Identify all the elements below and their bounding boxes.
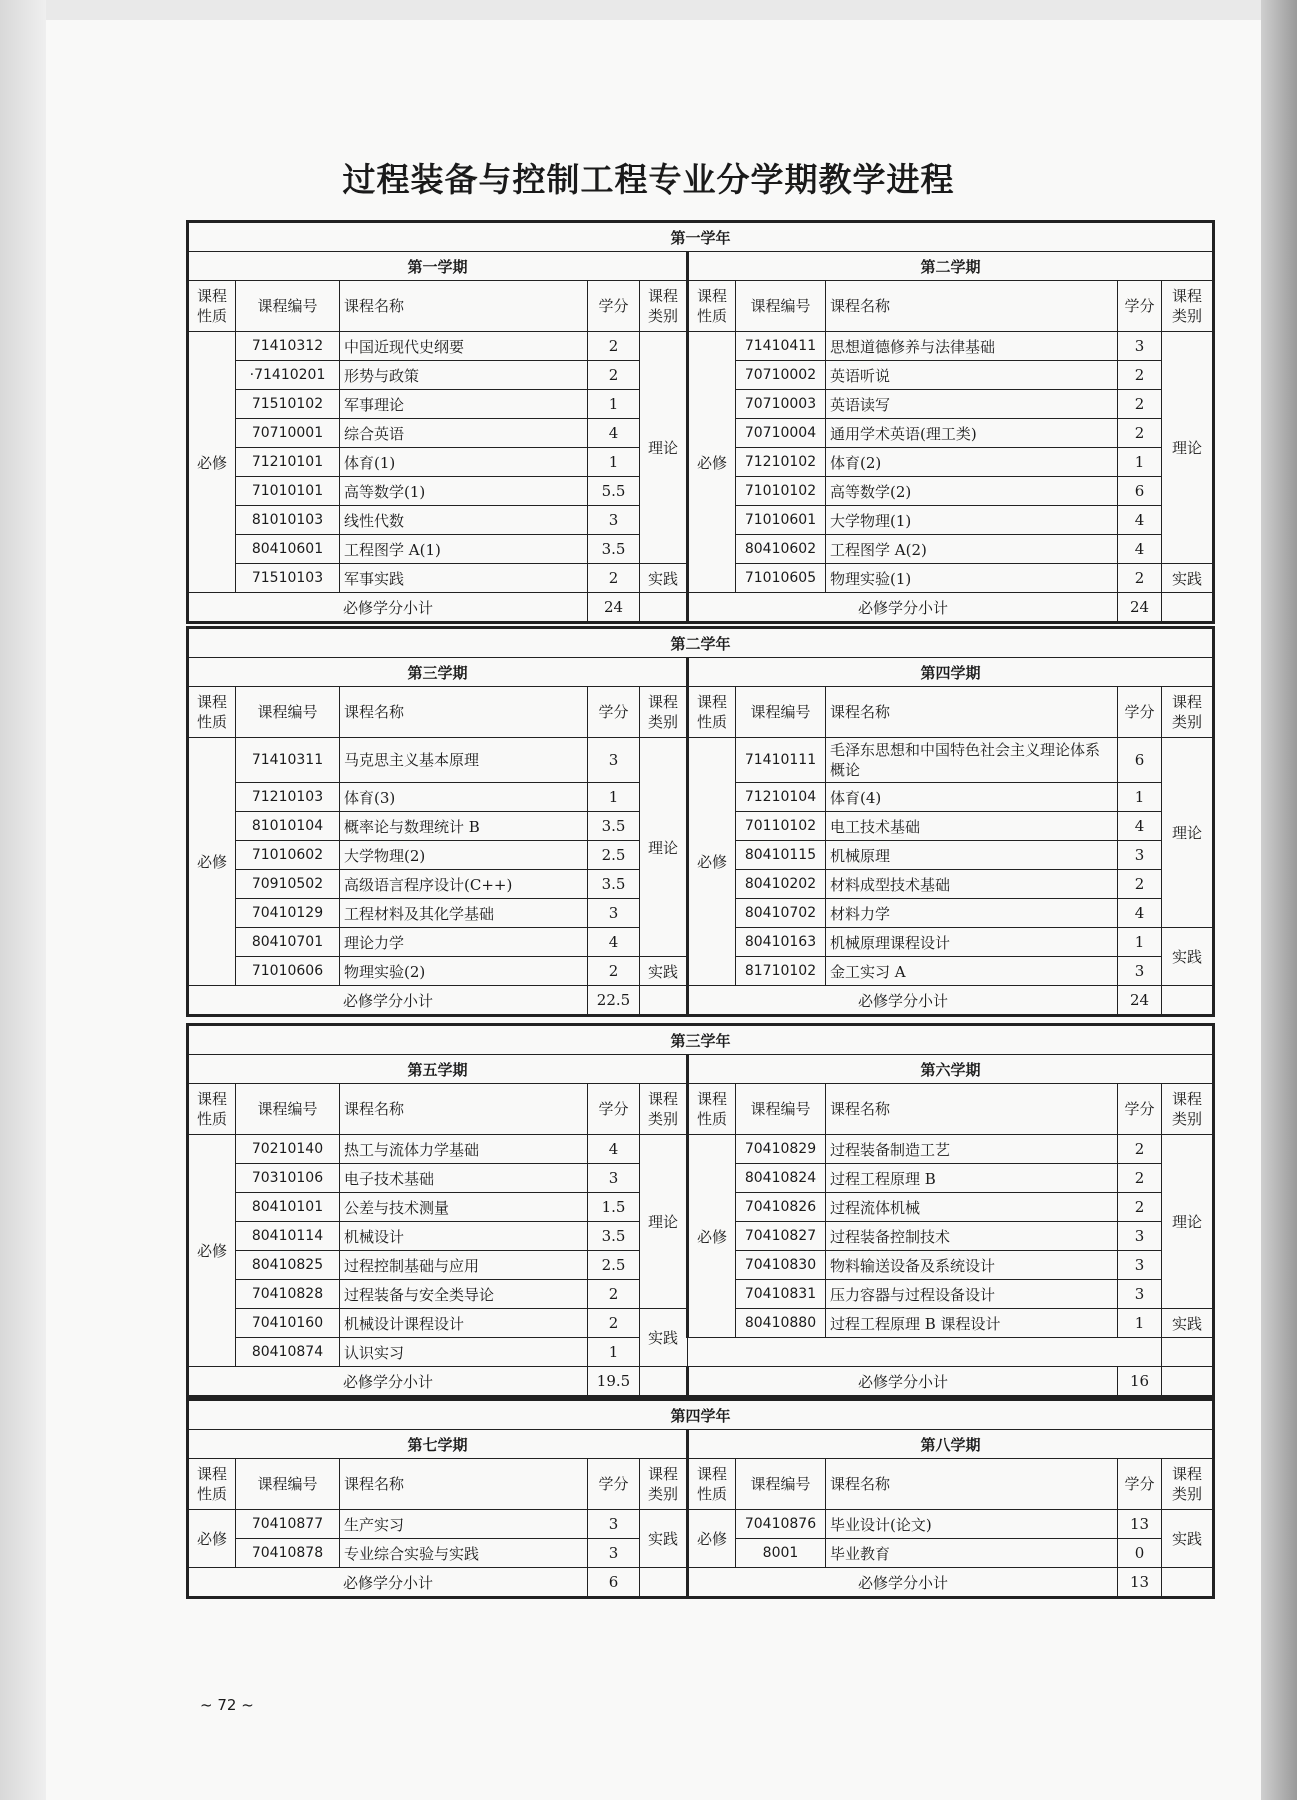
page-number: ~ 72 ~ (200, 1696, 254, 1714)
course-name: 热工与流体力学基础 (340, 1135, 588, 1164)
semester-title: 第四学期 (688, 658, 1214, 687)
course-category: 理论 (1162, 738, 1214, 928)
empty-cell (1162, 1367, 1214, 1397)
course-credit: 2 (588, 332, 640, 361)
course-code: 80410101 (236, 1193, 340, 1222)
course-credit: 2 (1118, 390, 1162, 419)
course-name: 高级语言程序设计(C++) (340, 870, 588, 899)
course-credit: 2.5 (588, 1251, 640, 1280)
header-nature: 课程性质 (688, 1459, 736, 1510)
course-code: 8001 (736, 1539, 826, 1568)
year-4-block (186, 1398, 1212, 1599)
course-category: 实践 (1162, 564, 1214, 593)
header-credit: 学分 (588, 687, 640, 738)
subtotal-label: 必修学分小计 (688, 1367, 1118, 1397)
course-code: 80410874 (236, 1338, 340, 1367)
subtotal-row (188, 1568, 1214, 1598)
header-name: 课程名称 (340, 1084, 588, 1135)
course-name: 马克思主义基本原理 (340, 738, 588, 783)
course-code: 70910502 (236, 870, 340, 899)
course-category: 实践 (1162, 1309, 1214, 1338)
schedule-table (186, 1023, 1215, 1398)
course-name: 高等数学(2) (826, 477, 1118, 506)
year-title: 第二学年 (188, 628, 1214, 658)
course-credit: 1 (1118, 928, 1162, 957)
course-category: 实践 (640, 1309, 688, 1367)
header-code: 课程编号 (236, 1459, 340, 1510)
header-category: 课程类别 (1162, 281, 1214, 332)
header-credit: 学分 (1118, 1084, 1162, 1135)
subtotal-value: 24 (588, 593, 640, 623)
course-code: 71210102 (736, 448, 826, 477)
course-credit: 5.5 (588, 477, 640, 506)
course-code: 70410827 (736, 1222, 826, 1251)
course-name: 中国近现代史纲要 (340, 332, 588, 361)
course-code: 70710002 (736, 361, 826, 390)
header-code: 课程编号 (736, 687, 826, 738)
course-category: 理论 (1162, 332, 1214, 564)
course-category: 实践 (1162, 1510, 1214, 1568)
course-code: 71010601 (736, 506, 826, 535)
subtotal-label: 必修学分小计 (188, 593, 588, 623)
course-credit: 3.5 (588, 870, 640, 899)
course-credit: 2 (588, 361, 640, 390)
course-name: 机械原理课程设计 (826, 928, 1118, 957)
semester-title: 第三学期 (188, 658, 688, 687)
course-name: 物理实验(1) (826, 564, 1118, 593)
course-credit: 4 (1118, 899, 1162, 928)
subtotal-label: 必修学分小计 (188, 1568, 588, 1598)
header-nature: 课程性质 (188, 1459, 236, 1510)
course-name: 认识实习 (340, 1338, 588, 1367)
course-credit: 13 (1118, 1510, 1162, 1539)
course-name: 材料成型技术基础 (826, 870, 1118, 899)
empty-cell (1162, 986, 1214, 1016)
course-code: 70710004 (736, 419, 826, 448)
header-category: 课程类别 (1162, 687, 1214, 738)
course-code: 70710001 (236, 419, 340, 448)
course-code: 71010602 (236, 841, 340, 870)
course-name: 线性代数 (340, 506, 588, 535)
course-name: 大学物理(2) (340, 841, 588, 870)
course-code: 71410312 (236, 332, 340, 361)
course-code: 70210140 (236, 1135, 340, 1164)
year-1-block (186, 220, 1212, 624)
course-category: 理论 (1162, 1135, 1214, 1309)
empty-cell (1162, 1568, 1214, 1598)
course-code: 80410702 (736, 899, 826, 928)
course-name: 大学物理(1) (826, 506, 1118, 535)
course-credit: 1 (588, 783, 640, 812)
table-row (188, 1510, 1214, 1539)
header-category: 课程类别 (640, 1459, 688, 1510)
empty-cell (640, 1367, 688, 1397)
empty-cell (640, 593, 688, 623)
course-name: 过程装备控制技术 (826, 1222, 1118, 1251)
header-credit: 学分 (588, 281, 640, 332)
course-name: 过程装备与安全类导论 (340, 1280, 588, 1309)
course-credit: 2 (1118, 1135, 1162, 1164)
header-nature: 课程性质 (688, 687, 736, 738)
course-name: 物料输送设备及系统设计 (826, 1251, 1118, 1280)
course-credit: 4 (1118, 812, 1162, 841)
course-credit: 2 (1118, 1193, 1162, 1222)
course-name: 体育(2) (826, 448, 1118, 477)
course-credit: 3 (588, 1539, 640, 1568)
subtotal-row (188, 593, 1214, 623)
header-code: 课程编号 (236, 687, 340, 738)
header-name: 课程名称 (340, 1459, 588, 1510)
course-code: 80410163 (736, 928, 826, 957)
empty-cell (1162, 593, 1214, 623)
course-category: 实践 (1162, 928, 1214, 986)
course-name: 毕业设计(论文) (826, 1510, 1118, 1539)
course-credit: 4 (588, 1135, 640, 1164)
course-name: 英语听说 (826, 361, 1118, 390)
course-credit: 2 (588, 564, 640, 593)
course-nature: 必修 (188, 1135, 236, 1367)
course-credit: 1 (588, 1338, 640, 1367)
course-code: 81710102 (736, 957, 826, 986)
course-credit: 3.5 (588, 535, 640, 564)
course-code: 70410830 (736, 1251, 826, 1280)
course-name: 过程流体机械 (826, 1193, 1118, 1222)
course-credit: 3 (588, 1164, 640, 1193)
schedule-table (186, 1398, 1215, 1599)
header-name: 课程名称 (826, 1084, 1118, 1135)
course-name: 过程工程原理 B (826, 1164, 1118, 1193)
course-name: 机械设计课程设计 (340, 1309, 588, 1338)
course-name: 理论力学 (340, 928, 588, 957)
course-credit: 4 (588, 928, 640, 957)
course-nature: 必修 (688, 332, 736, 593)
course-credit: 3 (588, 738, 640, 783)
course-nature: 必修 (188, 332, 236, 593)
table-row (188, 332, 1214, 361)
semester-title: 第一学期 (188, 252, 688, 281)
course-code: 70410877 (236, 1510, 340, 1539)
course-name: 过程工程原理 B 课程设计 (826, 1309, 1118, 1338)
course-credit: 2 (1118, 564, 1162, 593)
course-name: 过程装备制造工艺 (826, 1135, 1118, 1164)
subtotal-value: 24 (1118, 593, 1162, 623)
course-code: 81010103 (236, 506, 340, 535)
header-name: 课程名称 (826, 687, 1118, 738)
course-nature: 必修 (688, 1510, 736, 1568)
course-code: 80410202 (736, 870, 826, 899)
course-name: 体育(3) (340, 783, 588, 812)
course-code: 71410311 (236, 738, 340, 783)
header-nature: 课程性质 (188, 687, 236, 738)
course-credit: 3 (1118, 332, 1162, 361)
course-code: 71010101 (236, 477, 340, 506)
course-credit: 4 (588, 419, 640, 448)
course-code: 80410880 (736, 1309, 826, 1338)
course-credit: 6 (1118, 738, 1162, 783)
header-code: 课程编号 (736, 281, 826, 332)
course-credit: 4 (1118, 506, 1162, 535)
course-name: 军事理论 (340, 390, 588, 419)
course-credit: 1 (588, 390, 640, 419)
course-name: 电子技术基础 (340, 1164, 588, 1193)
course-code: 70410878 (236, 1539, 340, 1568)
course-credit: 1 (1118, 448, 1162, 477)
course-name: 形势与政策 (340, 361, 588, 390)
table-row (188, 738, 1214, 783)
subtotal-value: 22.5 (588, 986, 640, 1016)
course-credit: 3 (588, 899, 640, 928)
course-credit: 4 (1118, 535, 1162, 564)
header-category: 课程类别 (640, 687, 688, 738)
header-name: 课程名称 (826, 1459, 1118, 1510)
header-category: 课程类别 (640, 281, 688, 332)
course-credit: 3 (1118, 1222, 1162, 1251)
course-name: 压力容器与过程设备设计 (826, 1280, 1118, 1309)
course-credit: 2 (588, 1309, 640, 1338)
subtotal-label: 必修学分小计 (688, 593, 1118, 623)
subtotal-value: 24 (1118, 986, 1162, 1016)
course-name: 综合英语 (340, 419, 588, 448)
course-name: 专业综合实验与实践 (340, 1539, 588, 1568)
header-credit: 学分 (1118, 1459, 1162, 1510)
page-left-shadow (0, 0, 46, 1800)
course-credit: 2.5 (588, 841, 640, 870)
course-credit: 3 (588, 1510, 640, 1539)
header-category: 课程类别 (1162, 1084, 1214, 1135)
course-credit: 3.5 (588, 1222, 640, 1251)
course-code: 71410111 (736, 738, 826, 783)
subtotal-row (188, 986, 1214, 1016)
course-code: 70110102 (736, 812, 826, 841)
course-code: 70410828 (236, 1280, 340, 1309)
course-code: 70410831 (736, 1280, 826, 1309)
course-category: 实践 (640, 564, 688, 593)
course-nature: 必修 (188, 738, 236, 986)
year-title: 第一学年 (188, 222, 1214, 252)
header-credit: 学分 (588, 1459, 640, 1510)
course-name: 英语读写 (826, 390, 1118, 419)
year-title: 第三学年 (188, 1025, 1214, 1055)
subtotal-value: 6 (588, 1568, 640, 1598)
course-code: 70410876 (736, 1510, 826, 1539)
subtotal-value: 16 (1118, 1367, 1162, 1397)
course-name: 体育(4) (826, 783, 1118, 812)
course-code: 71210101 (236, 448, 340, 477)
course-credit: 1 (588, 448, 640, 477)
course-name: 军事实践 (340, 564, 588, 593)
course-nature: 必修 (688, 738, 736, 986)
course-name: 公差与技术测量 (340, 1193, 588, 1222)
course-code: ·71410201 (236, 361, 340, 390)
header-nature: 课程性质 (688, 1084, 736, 1135)
course-name: 毛泽东思想和中国特色社会主义理论体系概论 (826, 738, 1118, 783)
subtotal-label: 必修学分小计 (188, 1367, 588, 1397)
course-code: 80410701 (236, 928, 340, 957)
header-name: 课程名称 (340, 687, 588, 738)
course-code: 71410411 (736, 332, 826, 361)
course-credit: 2 (588, 1280, 640, 1309)
header-name: 课程名称 (826, 281, 1118, 332)
subtotal-label: 必修学分小计 (188, 986, 588, 1016)
course-code: 71510102 (236, 390, 340, 419)
course-code: 70310106 (236, 1164, 340, 1193)
course-credit: 3 (1118, 1280, 1162, 1309)
subtotal-label: 必修学分小计 (688, 1568, 1118, 1598)
course-name: 金工实习 A (826, 957, 1118, 986)
course-credit: 6 (1118, 477, 1162, 506)
table-row (188, 1338, 1214, 1367)
subtotal-value: 13 (1118, 1568, 1162, 1598)
year-title: 第四学年 (188, 1400, 1214, 1430)
schedule-table (186, 220, 1215, 624)
header-category: 课程类别 (1162, 1459, 1214, 1510)
header-code: 课程编号 (736, 1084, 826, 1135)
course-code: 71010606 (236, 957, 340, 986)
course-code: 70710003 (736, 390, 826, 419)
course-name: 材料力学 (826, 899, 1118, 928)
semester-title: 第六学期 (688, 1055, 1214, 1084)
semester-title: 第二学期 (688, 252, 1214, 281)
header-nature: 课程性质 (188, 1084, 236, 1135)
course-category: 实践 (640, 1510, 688, 1568)
course-category: 理论 (640, 1135, 688, 1309)
course-credit: 1.5 (588, 1193, 640, 1222)
course-code: 70410826 (736, 1193, 826, 1222)
course-category: 理论 (640, 332, 688, 564)
course-name: 工程材料及其化学基础 (340, 899, 588, 928)
course-code: 81010104 (236, 812, 340, 841)
course-credit: 3 (1118, 841, 1162, 870)
course-code: 80410601 (236, 535, 340, 564)
course-code: 80410602 (736, 535, 826, 564)
course-credit: 2 (1118, 1164, 1162, 1193)
course-code: 71510103 (236, 564, 340, 593)
course-name: 毕业教育 (826, 1539, 1118, 1568)
course-code: 71210103 (236, 783, 340, 812)
course-category: 理论 (640, 738, 688, 957)
course-name: 生产实习 (340, 1510, 588, 1539)
course-code: 71010102 (736, 477, 826, 506)
page-title: 过程装备与控制工程专业分学期教学进程 (342, 160, 955, 199)
course-credit: 2 (1118, 419, 1162, 448)
course-credit: 3 (1118, 1251, 1162, 1280)
course-name: 工程图学 A(1) (340, 535, 588, 564)
course-name: 物理实验(2) (340, 957, 588, 986)
course-name: 过程控制基础与应用 (340, 1251, 588, 1280)
course-credit: 3 (588, 506, 640, 535)
course-credit: 2 (588, 957, 640, 986)
header-nature: 课程性质 (188, 281, 236, 332)
header-code: 课程编号 (236, 1084, 340, 1135)
course-credit: 1 (1118, 1309, 1162, 1338)
course-name: 体育(1) (340, 448, 588, 477)
course-code: 80410115 (736, 841, 826, 870)
course-credit: 2 (1118, 870, 1162, 899)
header-credit: 学分 (588, 1084, 640, 1135)
course-code: 70410829 (736, 1135, 826, 1164)
course-code: 71210104 (736, 783, 826, 812)
header-credit: 学分 (1118, 687, 1162, 738)
header-nature: 课程性质 (688, 281, 736, 332)
course-name: 机械设计 (340, 1222, 588, 1251)
schedule-table (186, 626, 1215, 1017)
course-code: 80410824 (736, 1164, 826, 1193)
header-name: 课程名称 (340, 281, 588, 332)
semester-title: 第八学期 (688, 1430, 1214, 1459)
course-code: 70410160 (236, 1309, 340, 1338)
course-name: 高等数学(1) (340, 477, 588, 506)
course-name: 机械原理 (826, 841, 1118, 870)
year-2-block (186, 626, 1212, 1017)
course-name: 通用学术英语(理工类) (826, 419, 1118, 448)
subtotal-value: 19.5 (588, 1367, 640, 1397)
header-category: 课程类别 (640, 1084, 688, 1135)
course-credit: 3 (1118, 957, 1162, 986)
empty-cell (640, 1568, 688, 1598)
year-3-block (186, 1023, 1212, 1398)
subtotal-label: 必修学分小计 (688, 986, 1118, 1016)
course-name: 工程图学 A(2) (826, 535, 1118, 564)
course-code: 80410825 (236, 1251, 340, 1280)
subtotal-row (188, 1367, 1214, 1397)
course-credit: 0 (1118, 1539, 1162, 1568)
header-code: 课程编号 (236, 281, 340, 332)
course-name: 概率论与数理统计 B (340, 812, 588, 841)
course-name: 思想道德修养与法律基础 (826, 332, 1118, 361)
course-credit: 3.5 (588, 812, 640, 841)
semester-title: 第七学期 (188, 1430, 688, 1459)
empty-cell (688, 1338, 1162, 1367)
header-credit: 学分 (1118, 281, 1162, 332)
course-code: 70410129 (236, 899, 340, 928)
course-code: 80410114 (236, 1222, 340, 1251)
page-right-shadow (1261, 0, 1297, 1800)
course-credit: 1 (1118, 783, 1162, 812)
course-credit: 2 (1118, 361, 1162, 390)
table-row (188, 1135, 1214, 1164)
course-nature: 必修 (188, 1510, 236, 1568)
course-code: 71010605 (736, 564, 826, 593)
semester-title: 第五学期 (188, 1055, 688, 1084)
course-nature: 必修 (688, 1135, 736, 1338)
header-code: 课程编号 (736, 1459, 826, 1510)
course-name: 电工技术基础 (826, 812, 1118, 841)
course-category: 实践 (640, 957, 688, 986)
empty-cell (640, 986, 688, 1016)
